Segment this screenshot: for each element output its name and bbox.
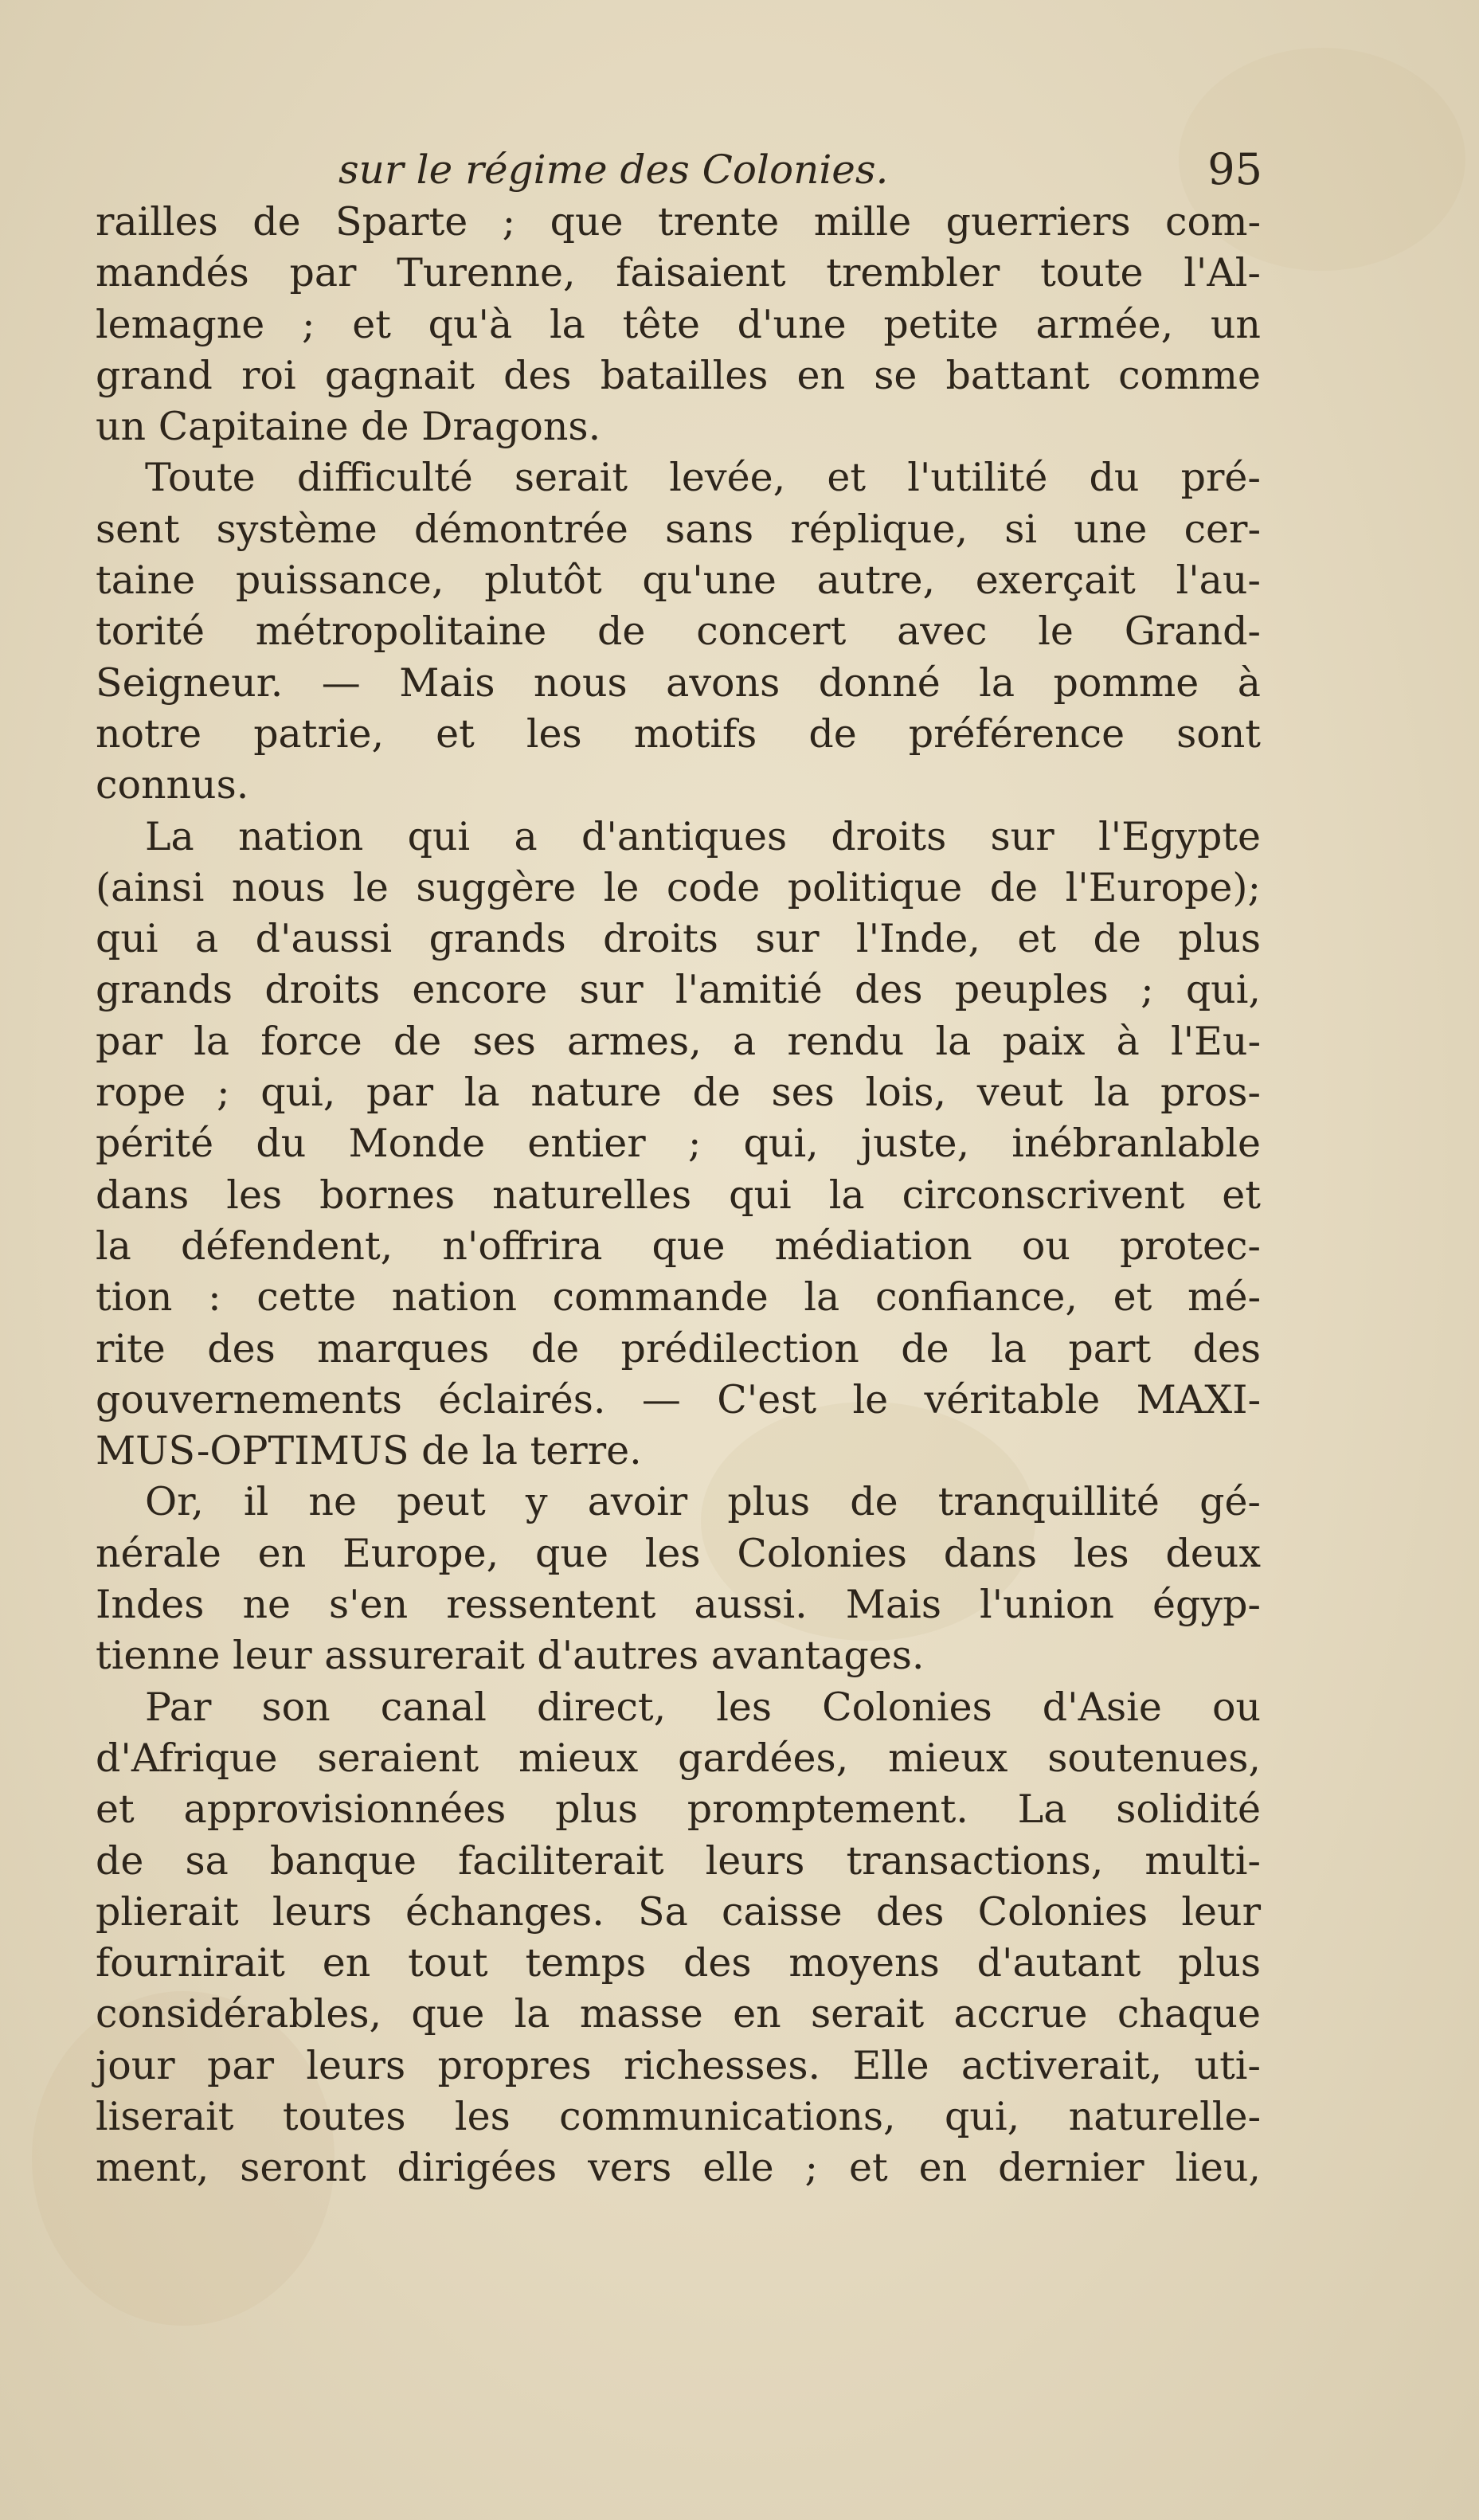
text-line: grand roi gagnait des batailles en se battant comme — [96, 352, 1261, 398]
running-title: sur le régime des Colonies. — [338, 147, 889, 193]
text-line: tion : cette nation commande la confiance, et mé- — [96, 1274, 1261, 1321]
text-line: mandés par Turenne, faisaient trembler toute l'Al- — [96, 250, 1261, 296]
text-line: torité métropolitaine de concert avec le Grand- — [96, 608, 1261, 655]
text-line: dans les bornes naturelles qui la circonscrivent et — [96, 1172, 1261, 1218]
text-line: considérables, que la masse en serait accrue chaque — [96, 1991, 1261, 2037]
text-line: MUS-OPTIMUS de la terre. — [96, 1428, 642, 1474]
text-line: Toute difficulté serait levée, et l'utilité du pré- — [145, 455, 1261, 501]
text-line: d'Afrique seraient mieux gardées, mieux soutenues, — [96, 1735, 1261, 1781]
text-line: ment, seront dirigées vers elle ; et en dernier lieu, — [96, 2145, 1261, 2191]
text-line: tienne leur assurerait d'autres avantages. — [96, 1633, 925, 1679]
text-line: qui a d'aussi grands droits sur l'Inde, et de plus — [96, 916, 1261, 962]
text-line: lemagne ; et qu'à la tête d'une petite armée, un — [96, 301, 1261, 347]
text-line: notre patrie, et les motifs de préférence sont — [96, 710, 1261, 757]
text-line: rite des marques de prédilection de la part des — [96, 1325, 1261, 1372]
text-line: de sa banque faciliterait leurs transactions, multi- — [96, 1837, 1261, 1884]
page-header — [338, 142, 1262, 198]
body-text — [96, 197, 1261, 2194]
text-line: La nation qui a d'antiques droits sur l'Egypte — [145, 813, 1261, 859]
text-line: rope ; qui, par la nature de ses lois, veut la pros- — [96, 1070, 1261, 1116]
text-line: sent système démontrée sans réplique, si une cer- — [96, 506, 1261, 552]
text-line: Seigneur. — Mais nous avons donné la pomme à — [96, 659, 1261, 706]
text-line: railles de Sparte ; que trente mille guerriers com- — [96, 199, 1261, 245]
page-number: 95 — [1207, 144, 1262, 194]
text-line: fournirait en tout temps des moyens d'autant plus — [96, 1940, 1261, 1986]
text-line: par la force de ses armes, a rendu la paix à l'Eu- — [96, 1018, 1261, 1064]
text-line: grands droits encore sur l'amitié des peuples ; qui, — [96, 967, 1261, 1013]
text-line: plierait leurs échanges. Sa caisse des Colonies leur — [96, 1888, 1261, 1935]
text-line: connus. — [96, 762, 249, 808]
text-line: nérale en Europe, que les Colonies dans les deux — [96, 1530, 1261, 1576]
text-line: périté du Monde entier ; qui, juste, inébranlable — [96, 1121, 1261, 1167]
text-line: et approvisionnées plus promptement. La solidité — [96, 1786, 1261, 1833]
text-line: un Capitaine de Dragons. — [96, 404, 601, 450]
text-line: Or, il ne peut y avoir plus de tranquillité gé- — [145, 1479, 1261, 1525]
text-line: (ainsi nous le suggère le code politique de l'Europe); — [96, 864, 1261, 910]
text-line: taine puissance, plutôt qu'une autre, exerçait l'au- — [96, 558, 1261, 604]
text-line: Indes ne s'en ressentent aussi. Mais l'union égyp- — [96, 1582, 1261, 1628]
text-line: jour par leurs propres richesses. Elle activerait, uti- — [96, 2042, 1261, 2088]
text-line: gouvernements éclairés. — C'est le véritable MAXI- — [96, 1376, 1261, 1422]
text-line: liserait toutes les communications, qui, naturelle- — [96, 2093, 1261, 2139]
text-line: Par son canal direct, les Colonies d'Asie ou — [145, 1684, 1261, 1730]
text-line: la défendent, n'offrira que médiation ou protec- — [96, 1223, 1261, 1269]
